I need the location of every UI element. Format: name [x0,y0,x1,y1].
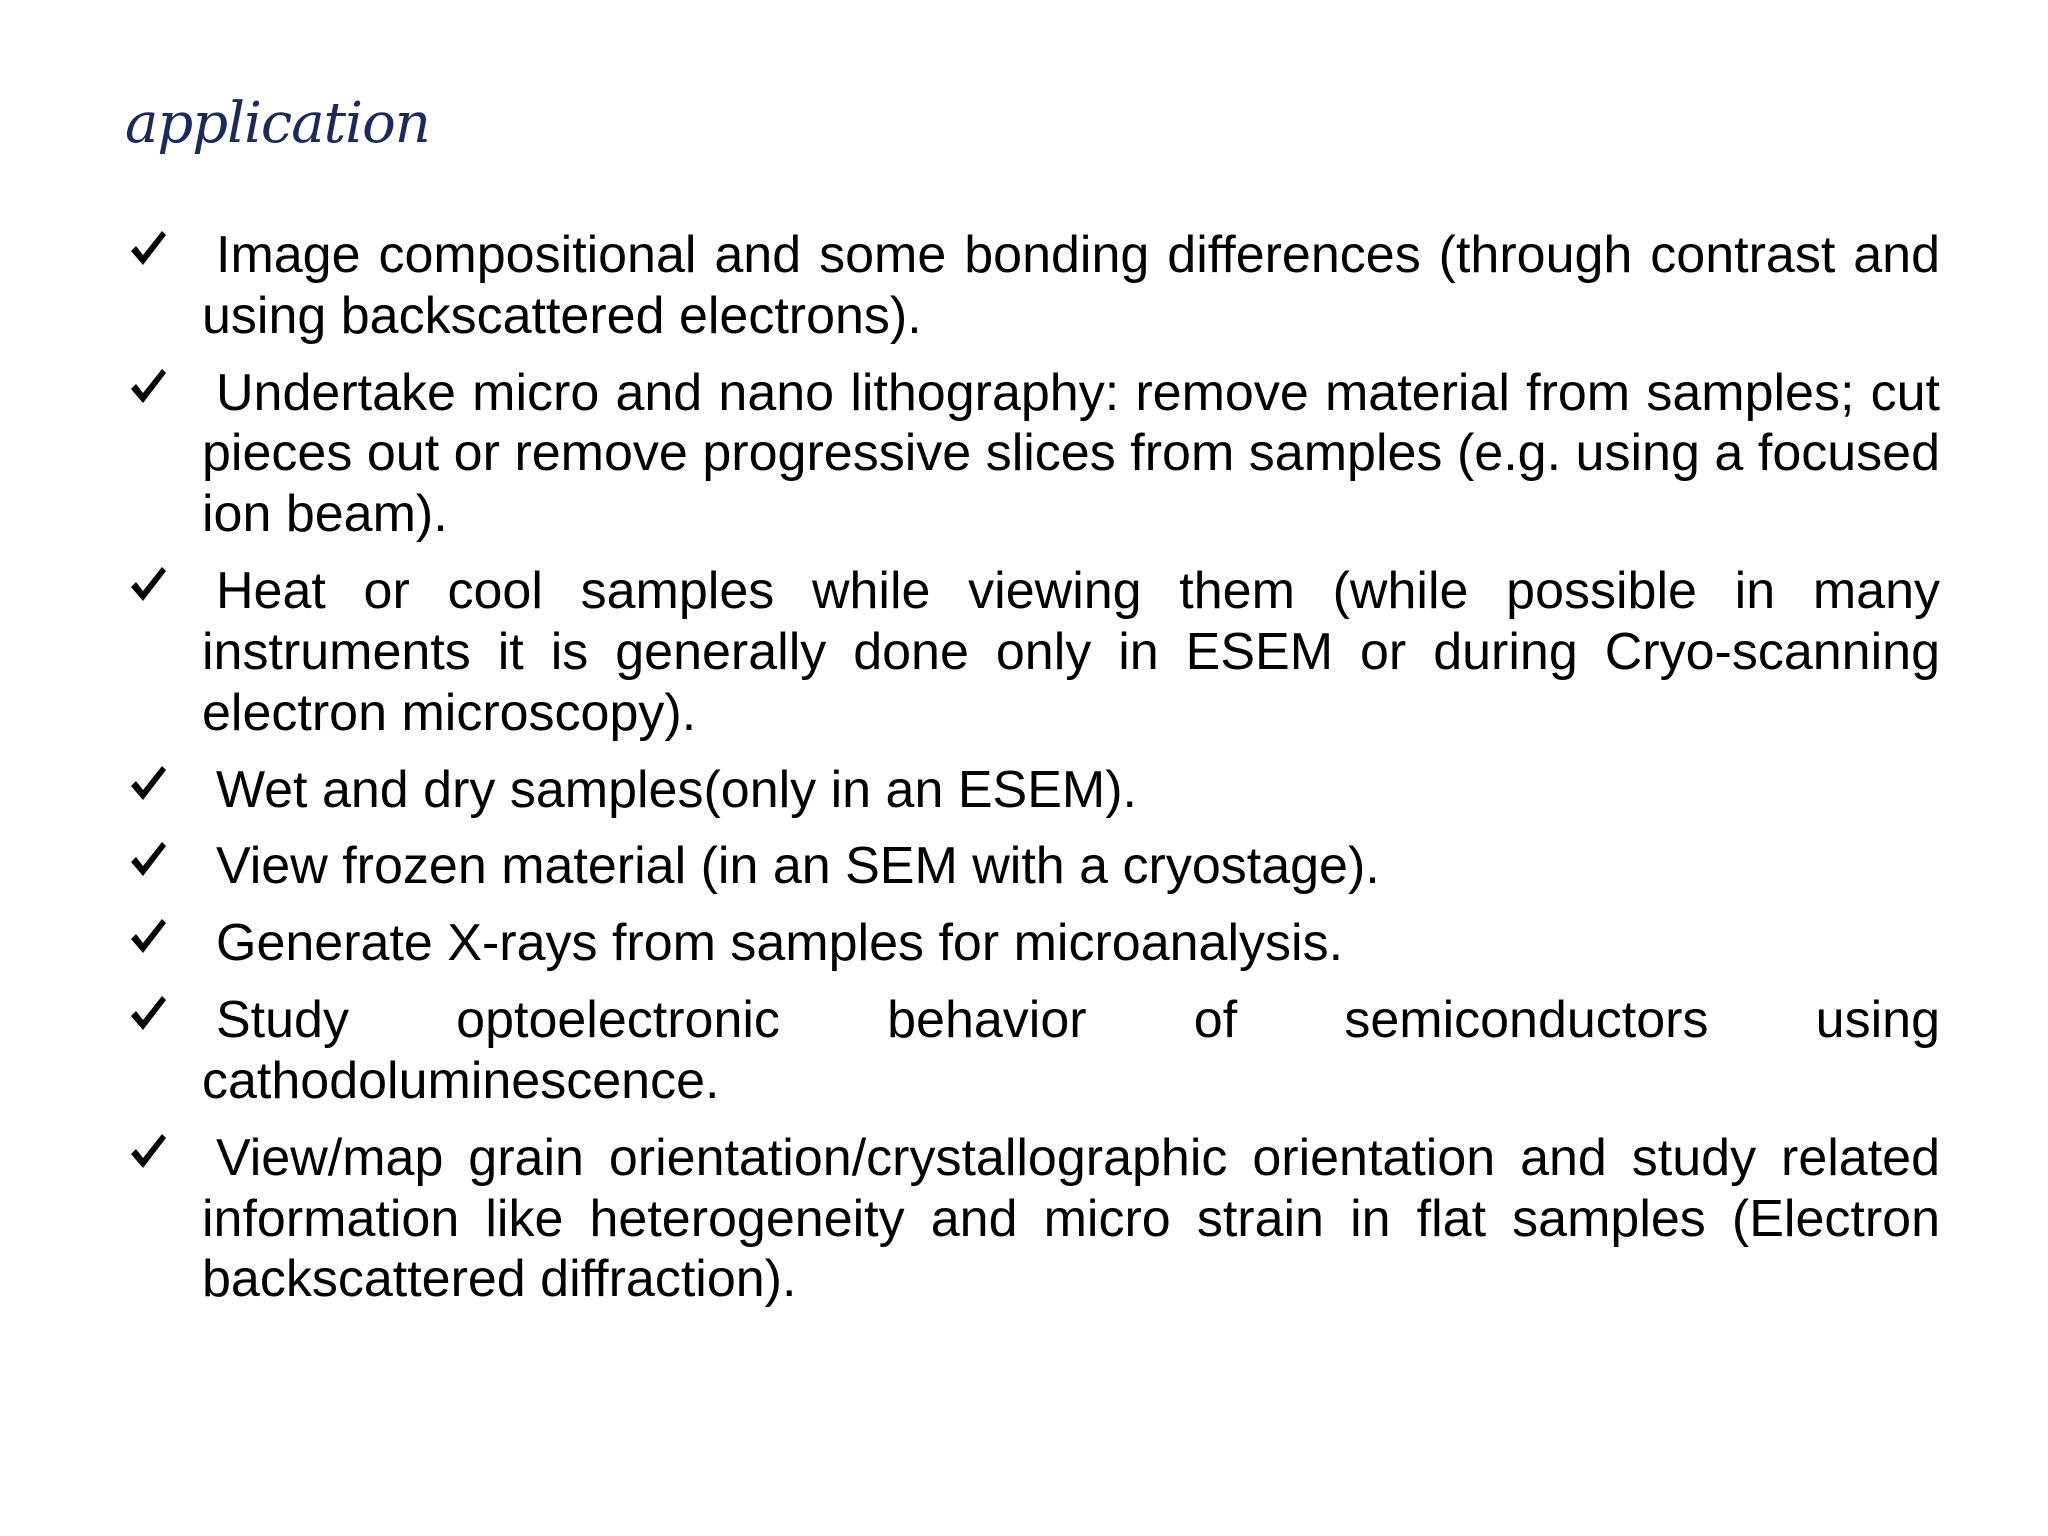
bullet-text: Undertake micro and nano lithography: remove material from samples; cut pieces out or remove progressive slices from samples (e.g. using a focused ion beam). [202,363,1940,544]
list-item [125,561,1940,743]
slide-title: application [125,91,430,156]
checkmark-icon [128,992,168,1036]
bullet-text: Generate X-rays from samples for microanalysis. [216,914,1344,973]
list-item [125,990,1940,1112]
bullet-text: View frozen material (in an SEM with a cryostage). [216,837,1380,896]
bullet-list [125,225,1940,1326]
list-item [125,363,1940,545]
bullet-text: Heat or cool samples while viewing them (while possible in many instruments it is generally done only in ESEM or during Cryo-scanning electron microscopy). [202,562,1940,742]
list-item [125,1128,1940,1310]
bullet-text: Study optoelectronic behavior of semiconductors using cathodoluminescence. [202,991,1940,1110]
checkmark-icon [128,563,168,607]
bullet-text: Image compositional and some bonding differences (through contrast and using backscattered electrons). [202,226,1940,345]
bullet-text: Wet and dry samples(only in an ESEM). [216,760,1137,819]
list-item [125,225,1940,347]
list-item [125,913,1940,974]
checkmark-icon [128,365,168,409]
checkmark-icon [128,762,168,806]
checkmark-icon [128,838,168,882]
checkmark-icon [128,227,168,271]
list-item [125,836,1940,897]
checkmark-icon [128,1130,168,1174]
list-item [125,760,1940,821]
bullet-text: View/map grain orientation/crystallographic orientation and study related information like heterogeneity and micro strain in flat samples (Electron backscattered diffraction). [202,1128,1940,1309]
checkmark-icon [128,915,168,959]
